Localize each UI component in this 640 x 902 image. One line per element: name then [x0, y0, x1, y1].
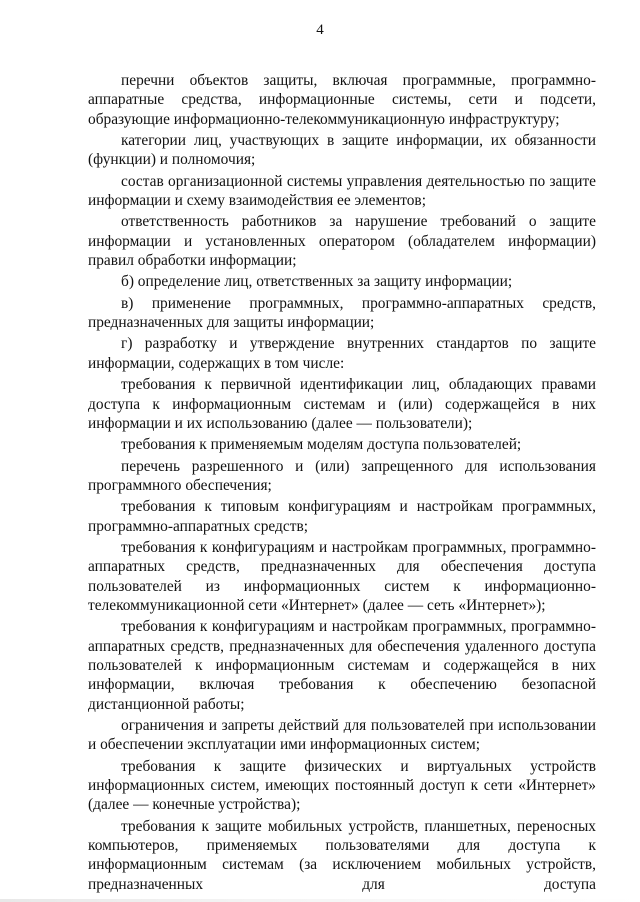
page-number: 4	[316, 22, 324, 38]
paragraph-item-g: г) разработку и утверждение внутренних стандартов по защите информации, содержащих в том числе:	[88, 335, 596, 372]
paragraph-employee-responsibility: ответственность работников за нарушение требований о защите информации и установленных оператором (обладателем информации) правил обработки информации;	[88, 213, 596, 270]
paragraph-software-list: перечень разрешенного и (или) запрещенного для использования программного обеспечения;	[88, 457, 596, 494]
paragraph-item-v: в) применение программных, программно-аппаратных средств, предназначенных для защиты информации;	[88, 294, 596, 332]
paragraph-remote-access-configurations: требования к конфигурациям и настройкам программных, программно-аппаратных средств, предназначенных для обеспечения удаленного доступа пользователей к информационным системам и содержащейся в них информации, включая требования к обеспечению безопасной дистанционной работы;	[88, 618, 596, 713]
paragraph-user-restrictions: ограничения и запреты действий для пользователей при использовании и обеспечении эксплуатации ими информационных систем;	[88, 717, 596, 754]
paragraph-typical-configurations: требования к типовым конфигурациям и настройкам программных, программно-аппаратных средств;	[88, 498, 596, 535]
paragraph-mobile-devices: требования к защите мобильных устройств, планшетных, переносных компьютеров, применяемых пользователями для доступа к информационным системам (за исключением мобильных устройств, предназначенных для доступа	[88, 817, 596, 893]
document-body	[88, 71, 596, 894]
paragraph-protected-objects-list: перечни объектов защиты, включая программные, программно-аппаратные средства, информационные системы, сети и подсети, образующие информационно-телекоммуникационную инфраструктуру;	[88, 72, 596, 128]
paragraph-endpoint-protection: требования к защите физических и виртуальных устройств информационных систем, имеющих постоянный доступ к сети «Интернет» (далее — конечные устройства);	[88, 757, 596, 814]
paragraph-organizational-system: состав организационной системы управления деятельностью по защите информации и схему взаимодействия ее элементов;	[88, 172, 596, 210]
paragraph-internet-access-configurations: требования к конфигурациям и настройкам программных, программно-аппаратных средств, предназначенных для обеспечения доступа пользователей из информационных систем к информационно-телекоммуникационной сети «Интернет» (далее — сеть «Интернет»);	[88, 538, 596, 614]
paragraph-identification-requirements: требования к первичной идентификации лиц, обладающих правами доступа к информационным системам и (или) содержащейся в них информации и их использованию (далее — пользователи);	[88, 376, 596, 432]
paragraph-persons-categories: категории лиц, участвующих в защите информации, их обязанности (функции) и полномочия;	[88, 132, 596, 169]
paragraph-item-b: б) определение лиц, ответственных за защиту информации;	[121, 273, 513, 291]
paragraph-access-models: требования к применяемым моделям доступа пользователей;	[121, 436, 522, 454]
